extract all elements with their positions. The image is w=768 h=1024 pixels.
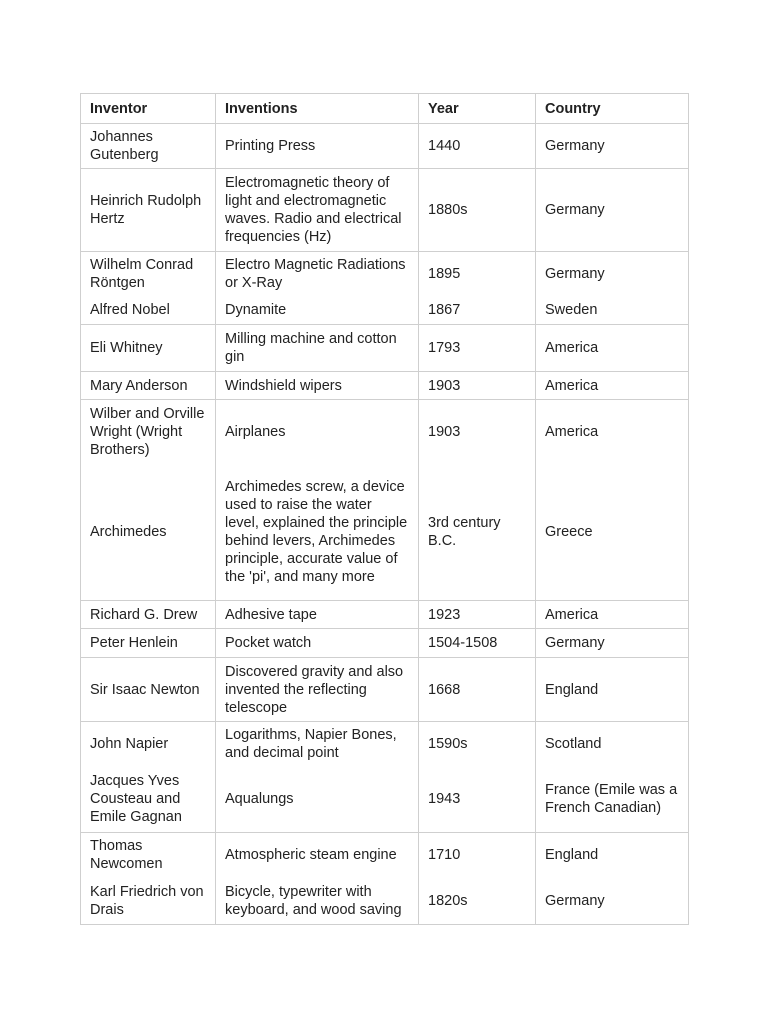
cell-year: 1504-1508 (419, 629, 536, 658)
cell-invention: Adhesive tape (216, 601, 419, 629)
header-year: Year (419, 94, 536, 124)
cell-country: Scotland (536, 722, 689, 767)
cell-country: Germany (536, 629, 689, 658)
table-row (81, 124, 689, 169)
cell-invention: Electromagnetic theory of light and electromagnetic waves. Radio and electrical frequencies (Hz) (216, 169, 419, 252)
table-row (81, 252, 689, 297)
table-row (81, 400, 689, 464)
header-country: Country (536, 94, 689, 124)
table-row (81, 372, 689, 400)
inventions-table (80, 93, 689, 925)
cell-year: 1440 (419, 124, 536, 169)
cell-inventor: Karl Friedrich von Drais (81, 878, 216, 925)
cell-inventor: Eli Whitney (81, 325, 216, 372)
cell-invention: Bicycle, typewriter with keyboard, and wood saving (216, 878, 419, 925)
table-row (81, 767, 689, 833)
cell-year: 1943 (419, 767, 536, 833)
cell-country: Germany (536, 878, 689, 925)
cell-country: England (536, 833, 689, 878)
cell-year: 3rd century B.C. (419, 464, 536, 601)
cell-inventor: Mary Anderson (81, 372, 216, 400)
cell-inventor: Johannes Gutenberg (81, 124, 216, 169)
cell-country: America (536, 372, 689, 400)
cell-year: 1793 (419, 325, 536, 372)
cell-inventor: John Napier (81, 722, 216, 767)
cell-invention: Archimedes screw, a device used to raise the water level, explained the principle behind levers, Archimedes principle, accurate value of the 'pi', and many more (216, 464, 419, 601)
cell-invention: Discovered gravity and also invented the reflecting telescope (216, 658, 419, 722)
cell-invention: Airplanes (216, 400, 419, 464)
cell-year: 1923 (419, 601, 536, 629)
header-inventions: Inventions (216, 94, 419, 124)
cell-year: 1895 (419, 252, 536, 297)
table-row (81, 601, 689, 629)
table-row (81, 464, 689, 601)
cell-year: 1903 (419, 400, 536, 464)
cell-invention: Windshield wipers (216, 372, 419, 400)
cell-inventor: Archimedes (81, 464, 216, 601)
cell-country: Greece (536, 464, 689, 601)
cell-year: 1710 (419, 833, 536, 878)
cell-inventor: Thomas Newcomen (81, 833, 216, 878)
cell-country: Sweden (536, 297, 689, 325)
cell-country: America (536, 400, 689, 464)
table-row (81, 833, 689, 878)
table-row (81, 878, 689, 925)
cell-inventor: Wilber and Orville Wright (Wright Brothers) (81, 400, 216, 464)
table-row (81, 658, 689, 722)
table-row (81, 297, 689, 325)
table-row (81, 169, 689, 252)
cell-inventor: Heinrich Rudolph Hertz (81, 169, 216, 252)
cell-country: Germany (536, 169, 689, 252)
cell-invention: Pocket watch (216, 629, 419, 658)
cell-country: England (536, 658, 689, 722)
header-inventor: Inventor (81, 94, 216, 124)
cell-inventor: Jacques Yves Cousteau and Emile Gagnan (81, 767, 216, 833)
cell-country: Germany (536, 252, 689, 297)
table-header-row (81, 94, 689, 124)
cell-inventor: Richard G. Drew (81, 601, 216, 629)
cell-country: France (Emile was a French Canadian) (536, 767, 689, 833)
cell-inventor: Peter Henlein (81, 629, 216, 658)
table-row (81, 722, 689, 767)
cell-year: 1903 (419, 372, 536, 400)
cell-country: America (536, 325, 689, 372)
cell-year: 1820s (419, 878, 536, 925)
cell-year: 1668 (419, 658, 536, 722)
cell-inventor: Wilhelm Conrad Röntgen (81, 252, 216, 297)
cell-invention: Printing Press (216, 124, 419, 169)
cell-invention: Dynamite (216, 297, 419, 325)
cell-country: Germany (536, 124, 689, 169)
cell-year: 1590s (419, 722, 536, 767)
cell-inventor: Alfred Nobel (81, 297, 216, 325)
cell-invention: Milling machine and cotton gin (216, 325, 419, 372)
table-row (81, 629, 689, 658)
cell-year: 1880s (419, 169, 536, 252)
cell-invention: Electro Magnetic Radiations or X-Ray (216, 252, 419, 297)
cell-invention: Aqualungs (216, 767, 419, 833)
cell-country: America (536, 601, 689, 629)
cell-invention: Atmospheric steam engine (216, 833, 419, 878)
cell-invention: Logarithms, Napier Bones, and decimal point (216, 722, 419, 767)
table-row (81, 325, 689, 372)
cell-year: 1867 (419, 297, 536, 325)
cell-inventor: Sir Isaac Newton (81, 658, 216, 722)
